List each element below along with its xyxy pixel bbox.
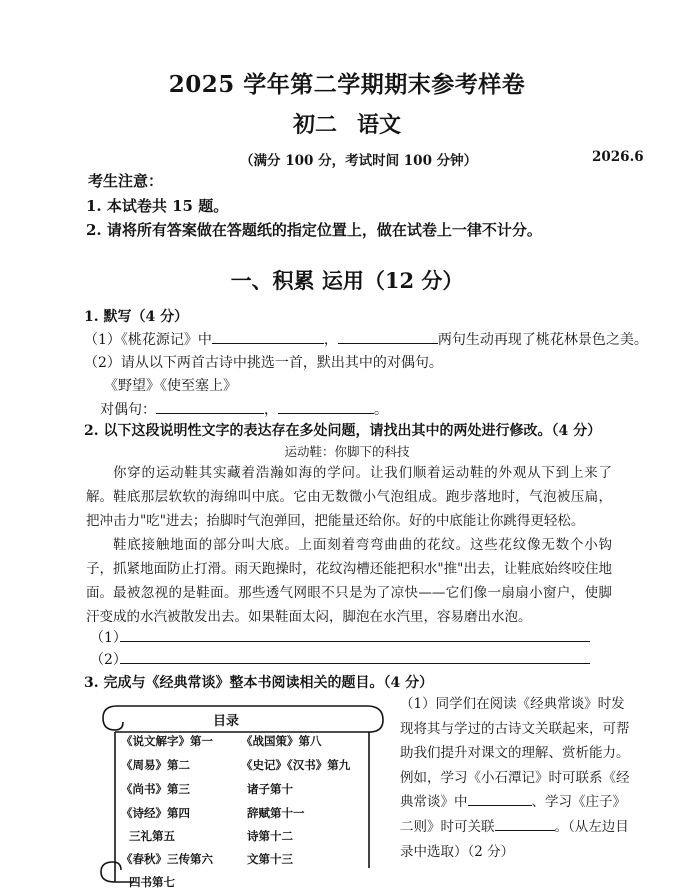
- toc-left-6: 《春秋》三传第六: [121, 852, 213, 866]
- note-item-2: 2. 请将所有答案做在答题纸的指定位置上，做在试卷上一律不计分。: [86, 221, 542, 239]
- q3-part1-mid: 、学习《庄子》二则》时可关联: [400, 794, 626, 835]
- grade-label: 初二: [292, 112, 337, 138]
- q1-part1-prefix: （1）《桃花源记》中: [84, 332, 212, 348]
- toc-right-6: 文第十三: [247, 852, 293, 866]
- toc-left-5: 三礼第五: [129, 829, 175, 843]
- q1-title: 1. 默写（4 分）: [84, 309, 189, 325]
- answer-label-1: （1）: [90, 630, 127, 646]
- subject-label: 语文: [357, 112, 402, 138]
- q3-title: 3. 完成与《经典常谈》整本书阅读相关的题目。（4 分）: [84, 675, 434, 691]
- passage-paragraph-3: 鞋底接触地面的部分叫大底。上面刻着弯弯曲曲的花纹。这些花纹像无数个小钩子，抓紧地面防止打滑。雨天跑操时，花纹沟槽还能把积水"推"出去，让鞋底始终咬住地面。: [86, 537, 612, 601]
- passage-title: 运动鞋：你脚下的科技: [284, 444, 410, 459]
- toc-left-2: 《周易》第二: [121, 758, 190, 772]
- couplet-blank-1[interactable]: [156, 412, 264, 414]
- q3-part1-lead: （1）同学们在阅读《经典常谈》时发现将其与学过的古诗文关联起来，可帮助我们提升对课文的理解、赏析能力。例如，学习《小石潭记》时可联系《经典常谈》中: [400, 696, 630, 811]
- passage-paragraph-1: 你穿的运动鞋其实藏着浩瀚如海的学问。让我们顺着运动鞋的外观从下到上来了解。: [86, 465, 612, 505]
- passage-paragraph-2: 鞋底那层软软的海绵叫中底。它由无数微小气泡组成。跑步落地时，气泡被压扁，把冲击力"吃"进去；抬脚时气泡弹回，把能量还给你。好的中底能让你跳得更轻松。: [86, 489, 612, 529]
- toc-right-1: 《战国策》第八: [241, 734, 322, 748]
- toc-title: 目录: [213, 714, 240, 729]
- couplet-label: 对偶句：: [100, 402, 156, 418]
- q1-couplet: [100, 399, 388, 419]
- q3-blank-2[interactable]: [495, 829, 555, 831]
- q1-part1: [84, 329, 648, 349]
- toc-left-4: 《诗经》第四: [121, 806, 190, 820]
- q1-part1-suffix: 两句生动再现了桃花林景色之美。: [437, 332, 648, 348]
- toc-right-3: 诸子第十: [247, 782, 293, 796]
- q2-title: 2. 以下这段说明性文字的表达存在多处问题，请找出其中的两处进行修改。（4 分）: [84, 423, 602, 439]
- q3-blank-1[interactable]: [468, 804, 532, 806]
- q1-poems: 《野望》《使至塞上》: [104, 378, 237, 394]
- q1-part1-comma: ，: [323, 332, 338, 348]
- q3-part1-end: 。（从左边目录中选取）（2 分）: [400, 818, 629, 860]
- couplet-blank-2[interactable]: [278, 412, 374, 414]
- couplet-comma: ，: [264, 402, 278, 418]
- section-heading: 一、积累 运用（12 分）: [230, 268, 464, 293]
- answer-line-2[interactable]: [120, 663, 590, 664]
- toc-left-3: 《尚书》第三: [121, 782, 190, 796]
- toc-right-2: 《史记》《汉书》第九: [241, 758, 351, 772]
- toc-scroll: [95, 700, 390, 890]
- toc-right-4: 辞赋第十一: [247, 806, 305, 820]
- exam-title: 2025 学年第二学期期末参考样卷: [168, 71, 526, 98]
- toc-left-1: 《说文解字》第一: [121, 734, 213, 748]
- toc-left-7: 四书第七: [129, 875, 175, 889]
- grade-subject: [0, 108, 694, 139]
- q1-blank-1[interactable]: [212, 342, 324, 344]
- couplet-end: 。: [374, 402, 388, 418]
- answer-label-2: （2）: [90, 652, 127, 668]
- passage-paragraph-4: 最被忽视的是鞋面。那些透气网眼不只是为了凉快——它们像一扇扇小窗户，使脚汗变成的水汽被散发出去。如果鞋面太闷，脚泡在水汽里，容易磨出水泡。: [86, 585, 612, 625]
- answer-line-1[interactable]: [120, 641, 590, 642]
- q1-blank-2[interactable]: [338, 342, 438, 344]
- notes-label: 考生注意：: [88, 172, 164, 190]
- toc-right-5: 诗第十二: [247, 829, 293, 843]
- q3-part1-text: [400, 692, 630, 864]
- note-item-1: 1. 本试卷共 15 题。: [86, 197, 229, 215]
- q1-part2: （2）请从以下两首古诗中挑选一首，默出其中的对偶句。: [84, 355, 443, 371]
- exam-meta: （满分 100 分，考试时间 100 分钟）: [240, 153, 478, 169]
- exam-date: 2026.6: [592, 149, 644, 165]
